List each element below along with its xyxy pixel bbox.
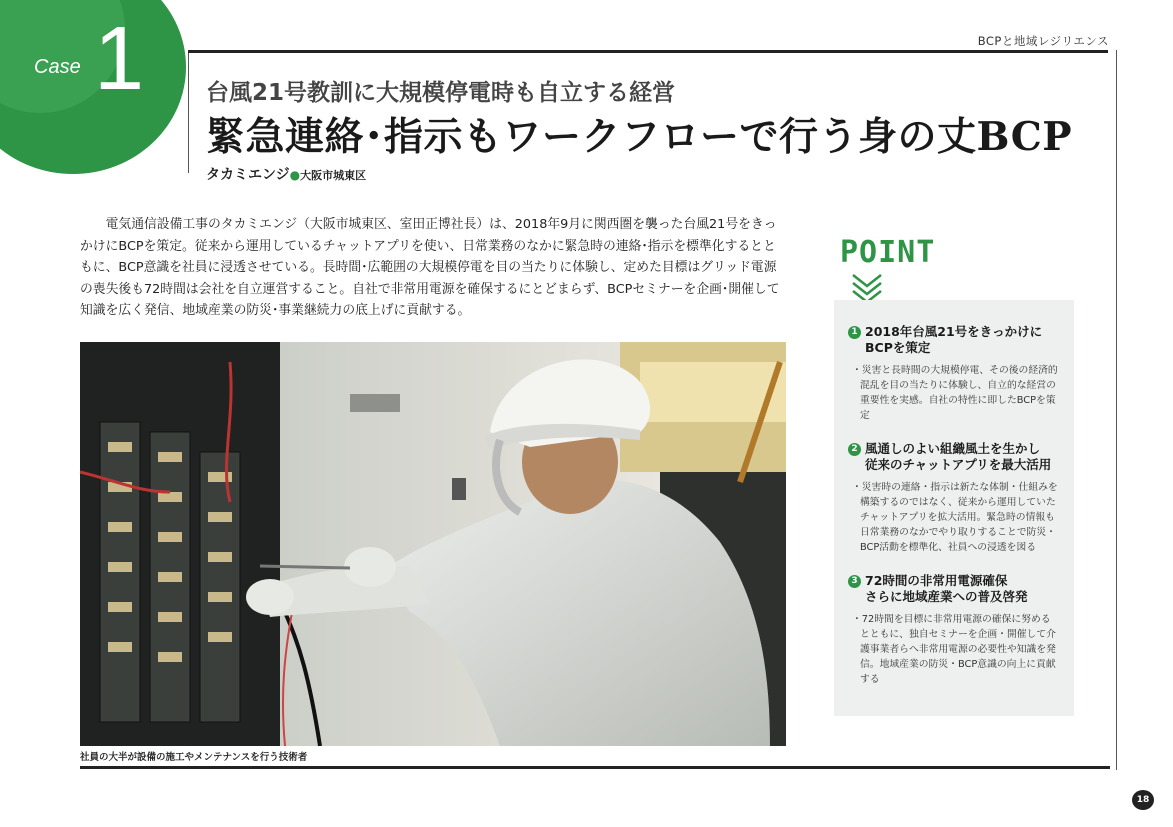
article-title: 緊急連絡･指示もワークフローで行う身の丈BCP xyxy=(206,114,1073,160)
technician-photo xyxy=(80,342,786,746)
case-number: 1 xyxy=(94,9,145,109)
point-number-badge: 3 xyxy=(848,575,861,588)
top-rule xyxy=(188,50,1108,53)
point-number-badge: 2 xyxy=(848,443,861,456)
section-label: BCPと地域レジリエンス xyxy=(977,34,1109,48)
case-badge xyxy=(0,0,186,174)
bottom-rule xyxy=(80,766,1110,769)
point-title-text: 風通しのよい組織風土を生かし 従来のチャットアプリを最大活用 xyxy=(865,441,1052,472)
point-item xyxy=(848,324,1060,423)
location-dot-icon: ● xyxy=(289,168,301,182)
case-label: Case xyxy=(34,56,81,78)
point-body: ・災害時の連絡・指示は新たな体制・仕組みを構築するのではなく、従来から運用していたチャットアプリを拡大活用。緊急時の情報も日常業務のなかでやり取りすることで防災・BCP活動を標準化、社員への浸透を図る xyxy=(852,482,1058,553)
point-title xyxy=(848,441,1060,473)
article-subtitle: 台風21号教訓に大規模停電時も自立する経営 xyxy=(206,80,676,106)
point-number-badge: 1 xyxy=(848,326,861,339)
company-location: 大阪市城東区 xyxy=(300,169,367,182)
company-line xyxy=(206,164,366,184)
photo-caption: 社員の大半が設備の施工やメンテナンスを行う技術者 xyxy=(80,752,308,763)
title-divider xyxy=(188,53,189,173)
point-body: ・72時間を目標に非常用電源の確保に努めるとともに、独自セミナーを企画・開催して介護事業者らへ非常用電源の必要性や知識を発信。地域産業の防災・BCP意識の向上に貢献する xyxy=(852,614,1056,685)
point-box xyxy=(834,300,1074,716)
technician-photo-illustration xyxy=(80,342,786,746)
company-name: タカミエンジ xyxy=(206,167,290,183)
point-title-text: 72時間の非常用電源確保 さらに地域産業への普及啓発 xyxy=(865,573,1028,604)
point-title xyxy=(848,573,1060,605)
page-number: 18 xyxy=(1132,790,1154,810)
right-divider xyxy=(1116,50,1117,770)
point-title-text: 2018年台風21号をきっかけに BCPを策定 xyxy=(865,324,1043,355)
point-title xyxy=(848,324,1060,356)
point-item xyxy=(848,441,1060,555)
point-body: ・災害と長時間の大規模停電、その後の経済的混乱を目の当たりに体験し、自立的な経営の重要性を実感。自社の特性に即したBCPを策定 xyxy=(852,365,1058,421)
lead-paragraph: 電気通信設備工事のタカミエンジ（大阪市城東区、室田正博社長）は、2018年9月に関西圏を襲った台風21号をきっかけにBCPを策定。従来から運用しているチャットアプリを使い、日常業務のなかに緊急時の連絡･指示を標準化するとともに、BCP意識を社員に浸透させている。長時間･広範囲の大規模停電を目の当たりに体験し、定めた目標はグリッド電源の喪失後も72時間は会社を自立運営すること。自社で非常用電源を確保するにとどまらず、BCPセミナーを企画･開催して知識を広く発信、地域産業の防災･事業継続力の底上げに貢献する。 xyxy=(80,217,780,318)
point-item xyxy=(848,573,1060,687)
point-heading: POINT xyxy=(840,235,936,270)
